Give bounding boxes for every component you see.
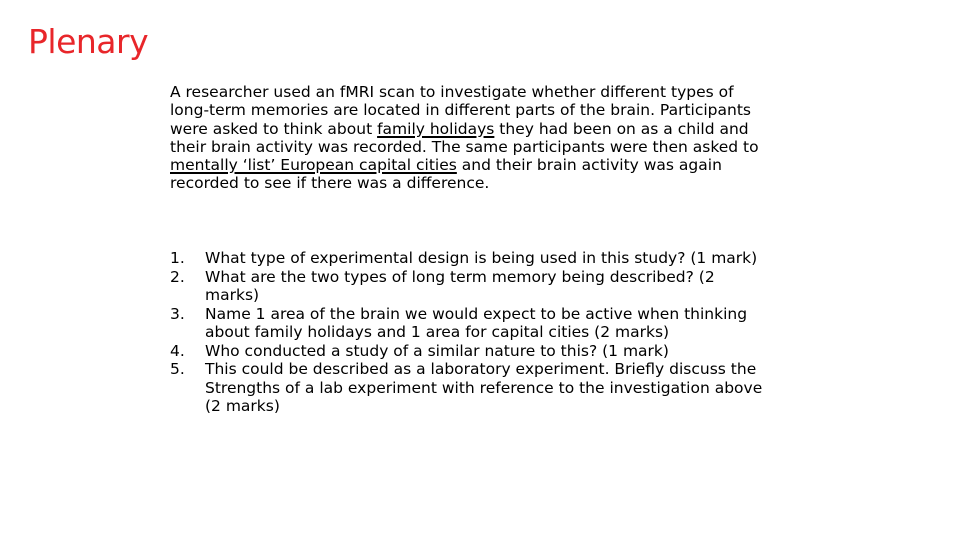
question-number: 4. — [170, 341, 185, 360]
question-item-2 — [170, 268, 770, 305]
question-text: Name 1 area of the brain we would expect to be active when thinking about family holidays and 1 area for capital cities (2 marks) — [205, 304, 748, 341]
question-text: Who conducted a study of a similar nature to this? (1 mark) — [205, 341, 669, 360]
question-text: This could be described as a laboratory experiment. Briefly discuss the Strengths of a lab experiment with reference to the investigation above (2 marks) — [205, 360, 763, 415]
question-item-4 — [170, 342, 770, 361]
question-item-3 — [170, 305, 770, 342]
question-list — [170, 249, 770, 416]
intro-underline-family-holidays: family holidays — [377, 119, 495, 138]
question-number: 1. — [170, 249, 185, 267]
question-number: 5. — [170, 360, 185, 378]
slide-title: Plenary — [28, 22, 149, 61]
intro-text-part-3: and their brain activity was again recorded to see if there was a difference. — [170, 156, 722, 193]
question-item-5 — [170, 360, 770, 416]
intro-underline-capital-cities: mentally ‘list’ European capital cities — [170, 156, 457, 175]
question-text: What type of experimental design is being used in this study? (1 mark) — [205, 249, 758, 267]
intro-text-part-2: they had been on as a child and their brain activity was recorded. The same participants were then asked to — [170, 119, 759, 156]
question-number: 3. — [170, 304, 185, 323]
intro-paragraph — [170, 83, 762, 193]
slide-content — [170, 83, 770, 415]
intro-text-part-1: A researcher used an fMRI scan to investigate whether different types of long-term memories are located in different parts of the brain. Participants were asked to think about — [170, 83, 751, 138]
question-item-1 — [170, 249, 770, 268]
question-text: What are the two types of long term memory being described? (2 marks) — [205, 267, 715, 304]
question-number: 2. — [170, 267, 185, 286]
